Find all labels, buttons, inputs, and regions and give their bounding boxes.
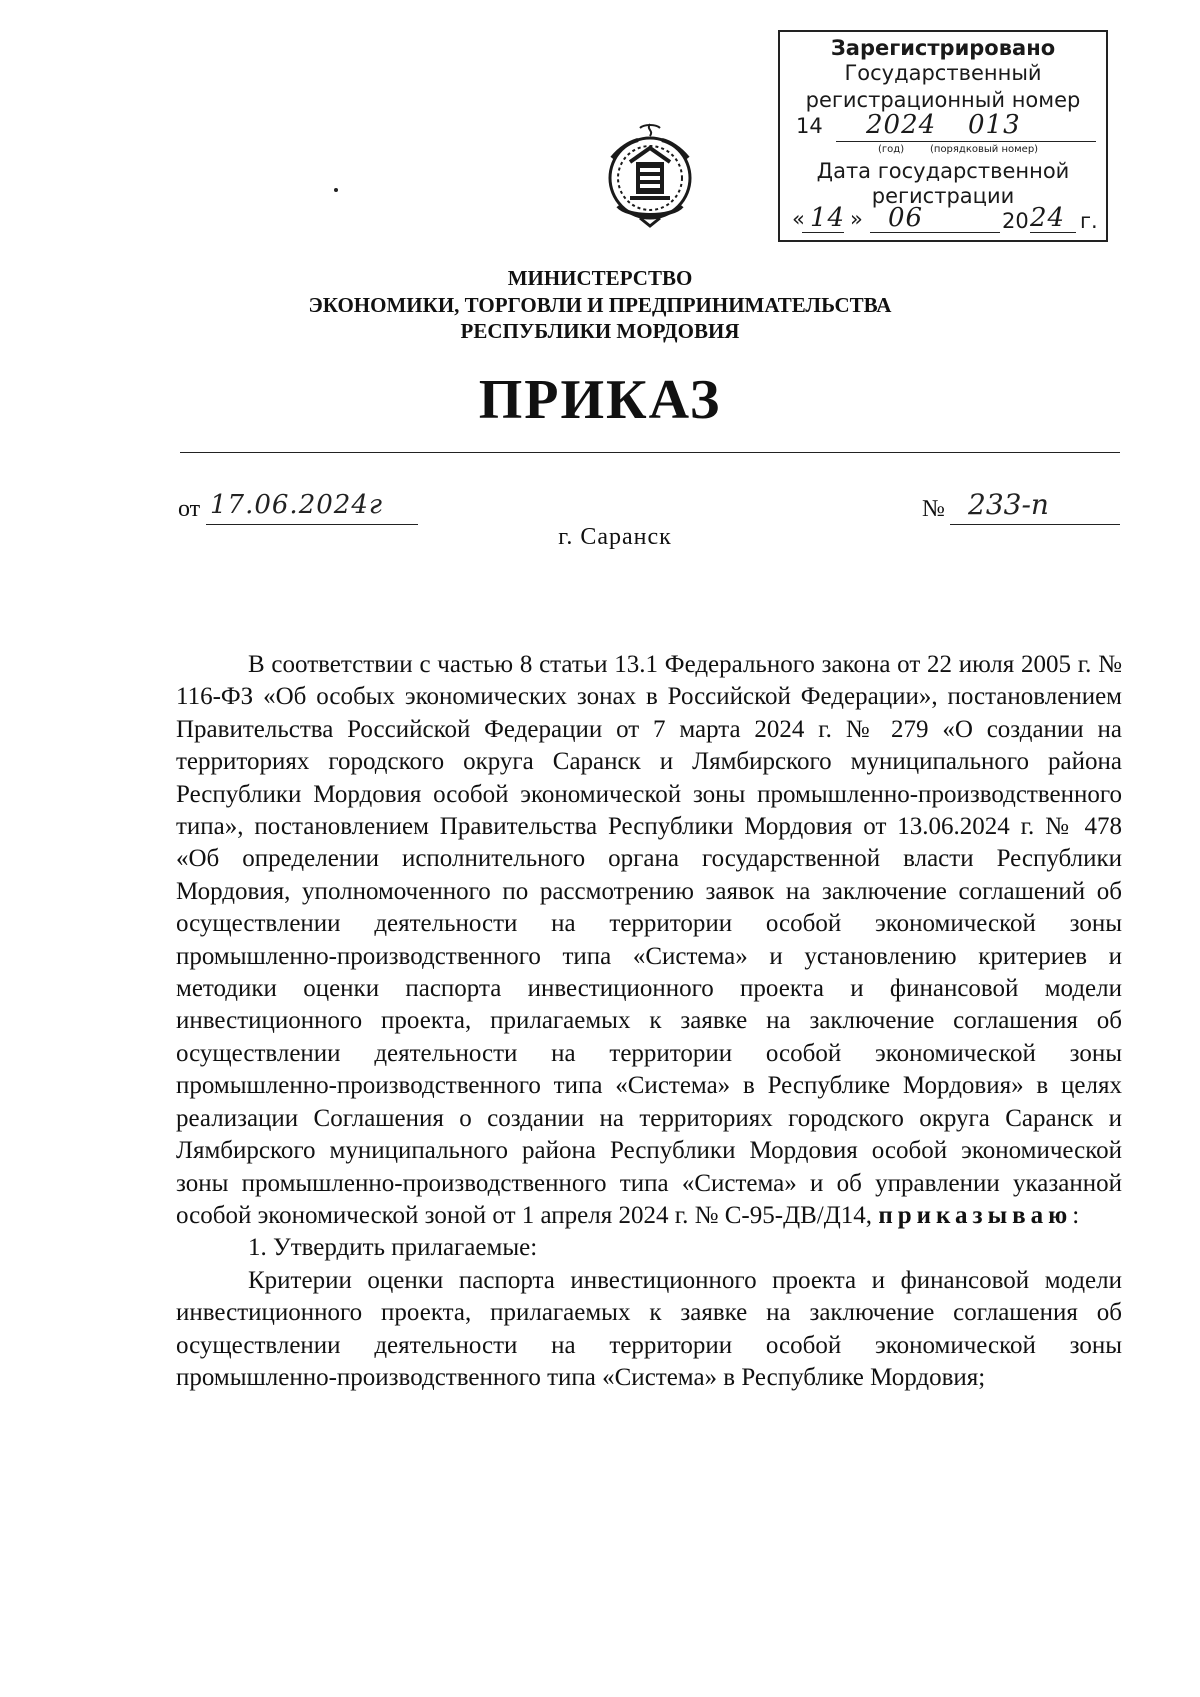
stamp-quote-open: «	[792, 207, 805, 231]
stamp-month-handwritten: 06	[888, 203, 924, 233]
criteria-paragraph: Критерии оценки паспорта инвестиционного проекта и финансовой модели инвестиционного проекта, прилагаемых к заявке на заключение соглашения об осуществлении деятельности на территории особой экономической зоны промышленно-производственного типа «Система» в Республике Мордовия;	[176, 1266, 1122, 1391]
date-label: от	[178, 496, 201, 522]
stamp-year-underline	[1030, 232, 1076, 233]
ministry-line-3: РЕСПУБЛИКИ МОРДОВИЯ	[460, 319, 740, 343]
stamp-line-4: регистрации	[871, 184, 1015, 208]
order-colon: :	[1072, 1201, 1080, 1229]
coat-of-arms-emblem	[600, 118, 700, 230]
scan-speck	[334, 188, 338, 192]
registration-stamp	[778, 30, 1108, 242]
stamp-day-underline	[802, 232, 844, 233]
stamp-year-unit: г.	[1080, 209, 1098, 233]
header-divider	[180, 452, 1120, 453]
stamp-sub-seq: (порядковый номер)	[930, 144, 1039, 155]
document-body	[176, 649, 1122, 1394]
stamp-date-row	[780, 203, 1106, 237]
city-name: г. Саранск	[558, 524, 672, 550]
stamp-seq-handwritten: 013	[968, 110, 1021, 140]
stamp-year-handwritten: 2024	[866, 110, 937, 140]
document-type-title: ПРИКАЗ	[478, 369, 722, 431]
stamp-sublabels	[780, 144, 1106, 158]
stamp-sub-year: (год)	[878, 144, 905, 155]
stamp-year-prefix: 20	[1002, 209, 1029, 233]
city-line	[0, 524, 1200, 551]
preamble-paragraph	[176, 649, 1122, 1232]
stamp-region-code: 14	[796, 114, 823, 138]
stamp-title: Зарегистрировано	[830, 36, 1056, 60]
stamp-month-underline	[870, 232, 1000, 233]
stamp-line-2: регистрационный номер	[805, 88, 1081, 112]
order-word: приказываю	[878, 1201, 1073, 1229]
date-handwritten: 17.06.2024г	[210, 490, 384, 520]
stamp-year-suffix-handwritten: 24	[1030, 203, 1066, 233]
stamp-number-row	[780, 110, 1106, 144]
ministry-line-1: МИНИСТЕРСТВО	[507, 266, 693, 290]
ministry-line-2: ЭКОНОМИКИ, ТОРГОВЛИ И ПРЕДПРИНИМАТЕЛЬСТВА	[308, 293, 892, 317]
preamble-text: В соответствии с частью 8 статьи 13.1 Федерального закона от 22 июля 2005 г. № 116-ФЗ «Об особых экономических зонах в Российской Федерации», постановлением Правительства Российской Федерации от 7 марта 2024 г. № 279 «О создании на территориях городского округа Саранск и Лямбирского муниципального района Республики Мордовия особой экономической зоны промышленно-производственного типа», постановлением Правительства Республики Мордовия от 13.06.2024 г. № 478 «Об определении исполнительного органа государственной власти Республики Мордовия, уполномоченного по рассмотрению заявок на заключение соглашений об осуществлении деятельности на территории особой экономической зоны промышленно-производственного типа «Система» и установлению критериев и методики оценки паспорта инвестиционного проекта и финансовой модели инвестиционного проекта, прилагаемых к заявке на заключение соглашения об осуществлении деятельности на территории особой экономической зоны промышленно-производственного типа «Система» в Республике Мордовия» в целях реализации Соглашения о создании на территориях городского округа Саранск и Лямбирского муниципального района Республики Мордовия особой экономической зоны промышленно-производственного типа «Система» и об управлении указанной особой экономической зоной от 1 апреля 2024 г. № С-95-ДВ/Д14,	[176, 651, 1122, 1229]
stamp-line-1: Государственный	[844, 61, 1042, 85]
item-1: 1. Утвердить прилагаемые:	[248, 1234, 538, 1262]
stamp-quote-close: »	[850, 207, 863, 231]
stamp-day-handwritten: 14	[810, 203, 846, 233]
number-handwritten: 233-п	[968, 488, 1049, 521]
number-label: №	[922, 496, 945, 522]
stamp-number-underline	[836, 141, 1096, 142]
stamp-line-3: Дата государственной	[816, 159, 1070, 183]
